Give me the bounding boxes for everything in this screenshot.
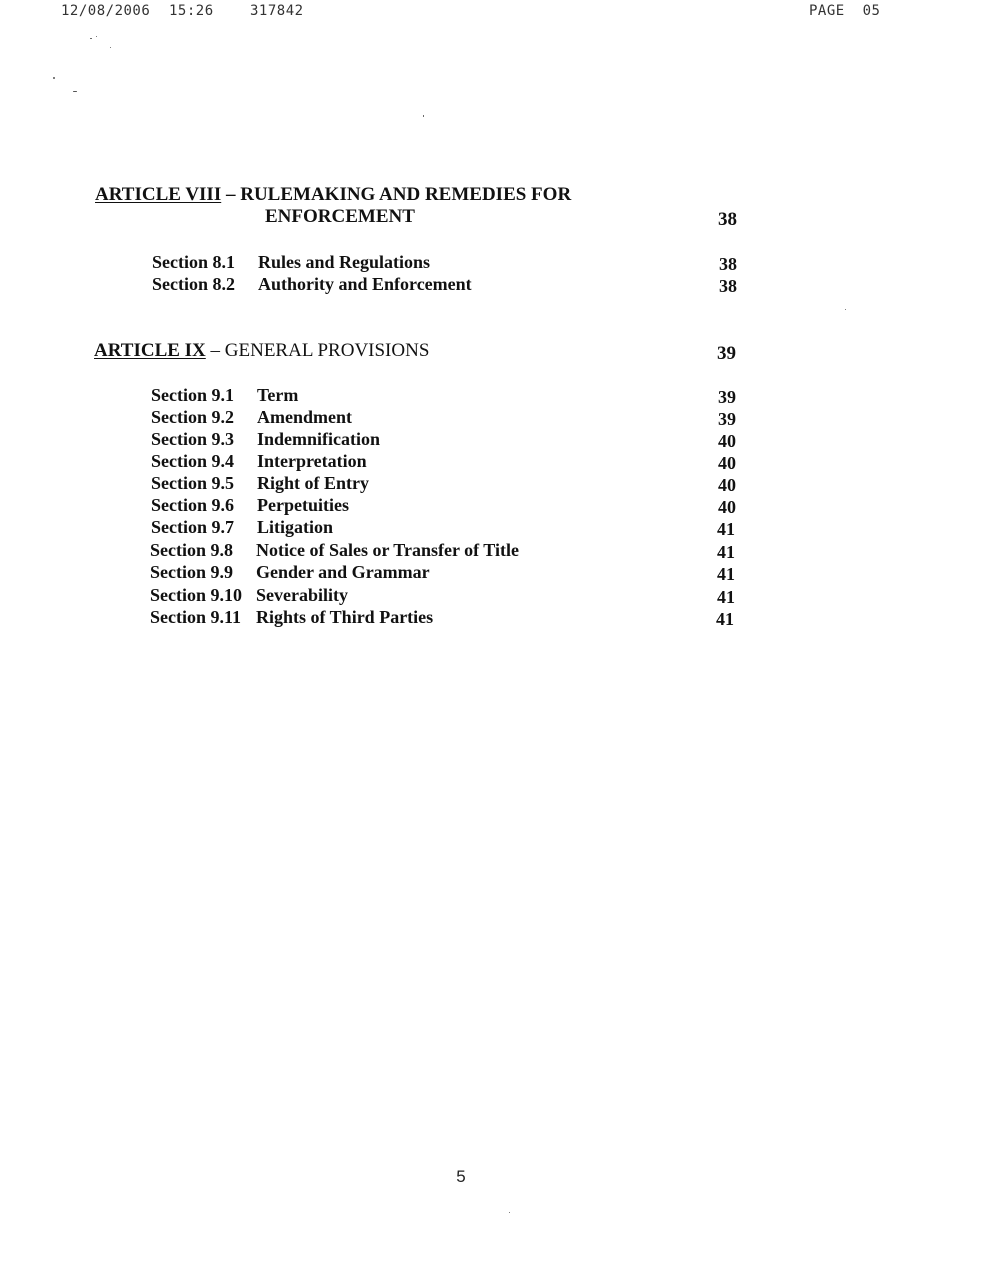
section-page-number: 41	[717, 519, 735, 539]
section-number: Section 8.1	[152, 252, 235, 272]
scan-speck	[423, 115, 424, 117]
toc-section-row	[0, 540, 990, 562]
fax-sender-id: 317842	[250, 3, 304, 19]
scan-speck	[96, 36, 97, 37]
section-title: Indemnification	[257, 429, 381, 449]
section-title: Amendment	[257, 407, 352, 427]
fax-page-label: PAGE 05	[809, 3, 881, 19]
section-number: Section 9.11	[150, 607, 242, 627]
article-title-continued: ENFORCEMENT	[265, 206, 415, 227]
scan-speck	[73, 91, 77, 92]
section-number: Section 9.9	[150, 562, 233, 582]
article-page-number: 39	[717, 343, 736, 364]
section-page-number: 40	[718, 497, 736, 517]
section-page-number: 40	[718, 431, 736, 451]
scan-speck	[509, 1212, 510, 1213]
toc-section-row	[0, 585, 990, 607]
section-title: Authority and Enforcement	[258, 274, 472, 294]
section-title: Severability	[256, 585, 348, 605]
section-page-number: 41	[716, 609, 734, 629]
article-key: ARTICLE IX	[94, 340, 206, 361]
section-title: Rules and Regulations	[258, 252, 431, 272]
scan-speck	[53, 77, 55, 79]
scan-speck	[90, 38, 92, 39]
article-title: – RULEMAKING AND REMEDIES FOR	[221, 184, 572, 205]
fax-date: 12/08/2006	[61, 3, 151, 19]
section-title: Interpretation	[257, 451, 367, 471]
article-heading	[95, 184, 571, 206]
section-title: Gender and Grammar	[256, 562, 430, 582]
section-page-number: 40	[718, 453, 736, 473]
toc-section-row	[0, 451, 990, 473]
section-page-number: 41	[717, 587, 735, 607]
toc-section-row	[0, 429, 990, 451]
section-number: Section 9.1	[151, 385, 234, 405]
article-title: – GENERAL PROVISIONS	[205, 340, 430, 361]
fax-header	[0, 3, 990, 21]
toc-section-row	[0, 407, 990, 429]
section-number: Section 9.6	[151, 495, 234, 515]
section-number: Section 9.5	[151, 473, 234, 493]
section-title: Rights of Third Parties	[256, 607, 434, 627]
section-page-number: 40	[718, 475, 736, 495]
page-number: 5	[456, 1167, 466, 1186]
section-page-number: 41	[717, 564, 735, 584]
section-title: Term	[257, 385, 299, 405]
toc-section-row	[0, 274, 990, 296]
section-number: Section 9.2	[151, 407, 234, 427]
section-page-number: 38	[719, 254, 737, 274]
section-number: Section 9.7	[151, 517, 234, 537]
toc-section-row	[0, 495, 990, 517]
section-number: Section 9.3	[151, 429, 234, 449]
toc-section-row	[0, 517, 990, 539]
section-page-number: 41	[717, 542, 735, 562]
section-page-number: 39	[718, 387, 736, 407]
toc-section-row	[0, 385, 990, 407]
section-number: Section 9.10	[150, 585, 242, 605]
section-title: Right of Entry	[257, 473, 369, 493]
section-number: Section 9.8	[150, 540, 233, 560]
section-number: Section 9.4	[151, 451, 234, 471]
toc-section-row	[0, 607, 990, 629]
section-title: Perpetuities	[257, 495, 349, 515]
section-title: Notice of Sales or Transfer of Title	[256, 540, 519, 560]
toc-section-row	[0, 252, 990, 274]
scan-speck	[110, 47, 111, 48]
fax-time: 15:26	[169, 3, 214, 19]
section-page-number: 39	[718, 409, 736, 429]
article-key: ARTICLE VIII	[95, 184, 222, 205]
scan-speck	[845, 309, 846, 310]
section-number: Section 8.2	[152, 274, 235, 294]
article-heading	[94, 340, 429, 362]
section-page-number: 38	[719, 276, 737, 296]
section-title: Litigation	[257, 517, 334, 537]
article-page-number: 38	[718, 209, 737, 230]
toc-section-row	[0, 562, 990, 584]
toc-section-row	[0, 473, 990, 495]
